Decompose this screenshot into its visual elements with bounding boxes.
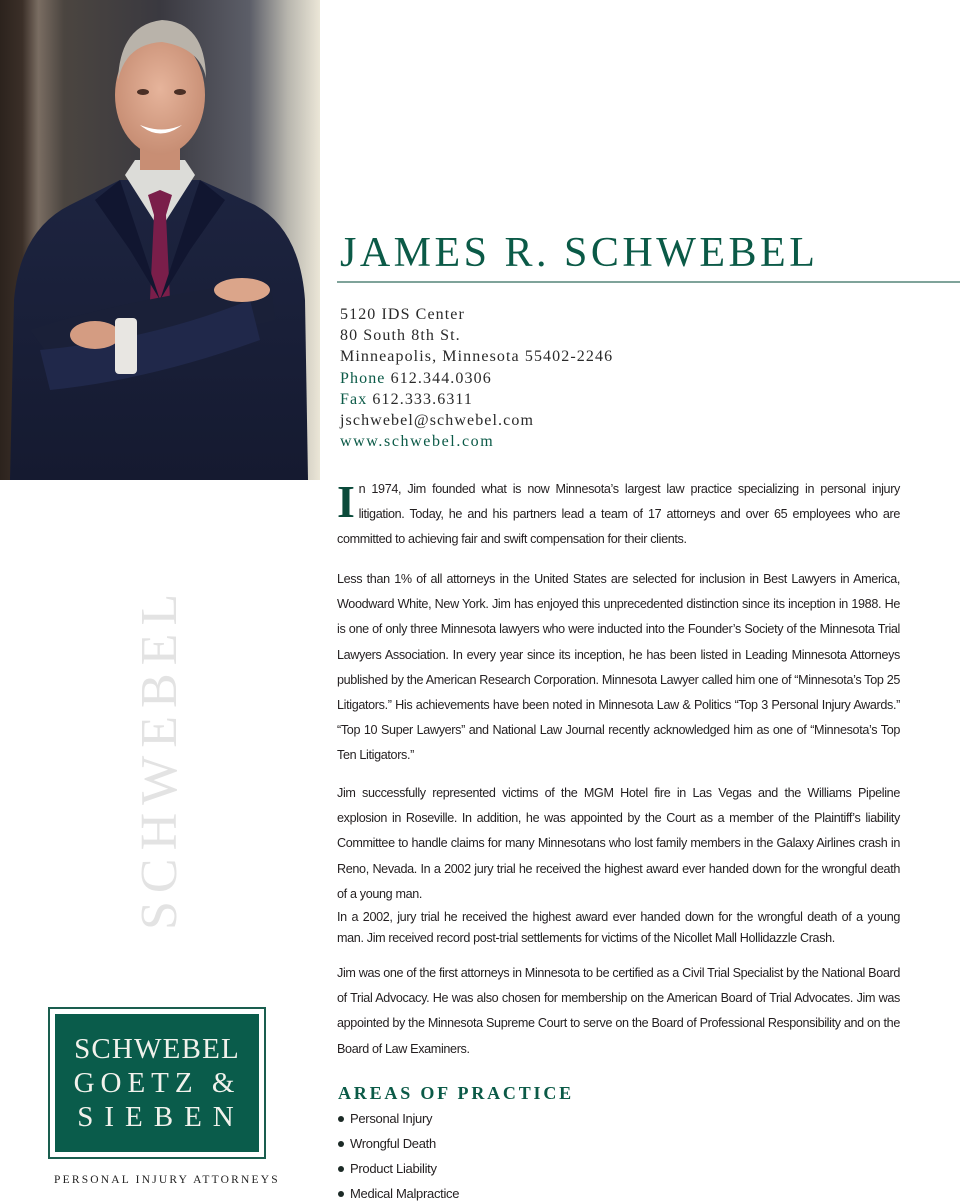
firm-tagline: PERSONAL INJURY ATTORNEYS xyxy=(54,1174,280,1186)
heading-underline-divider xyxy=(337,281,960,283)
logo-line-2: GOETZ & xyxy=(73,1067,241,1099)
bullet-icon xyxy=(338,1166,344,1172)
bio-paragraph-4: Jim was one of the first attorneys in Minnesota to be certified as a Civil Trial Specialist by the National Board of Trial Advocacy. He was also chosen for membership on the American Board of Trial Advocates. Jim was appointed by the Minnesota Supreme Court to serve on the Board of Professional Responsibility and on the Board of Law Examiners. xyxy=(337,966,900,1056)
bio-paragraph-1 xyxy=(337,477,900,553)
bio-paragraph-2: Less than 1% of all attorneys in the United States are selected for inclusion in Best Lawyers in America, Woodward White, New York. Jim has enjoyed this unprecedented distinction since its inception in 1988. He is one of only three Minnesota lawyers who were inducted into the Founder’s Society of the Minnesota Trial Lawyers Association. In every year since its inception, he has been listed in Leading Minnesota Attorneys published by the American Research Corporation. Minnesota Lawyer called him one of “Minnesota’s Top 25 Litigators.” His achievements have been noted in Minnesota Law & Politics “Top 3 Personal Injury Awards.” “Top 10 Super Lawyers” and National Law Journal recently acknowledged him as one of “Minnesota’s Top Ten Litigators.” xyxy=(337,572,900,763)
phone-label: Phone xyxy=(340,369,386,387)
drop-cap: I xyxy=(337,476,355,527)
contact-block xyxy=(340,304,613,452)
address-line-1: 5120 IDS Center xyxy=(340,306,465,323)
practice-area-item xyxy=(338,1181,459,1202)
practice-area-item xyxy=(338,1106,459,1131)
bullet-icon xyxy=(338,1116,344,1122)
practice-area-label: Wrongful Death xyxy=(350,1136,436,1151)
fax-number: 612.333.6311 xyxy=(372,390,474,408)
profile-photo xyxy=(0,0,320,480)
practice-area-label: Personal Injury xyxy=(350,1111,433,1126)
fax-row xyxy=(340,389,613,410)
attorney-name-heading: JAMES R. SCHWEBEL xyxy=(340,230,819,276)
firm-logo-panel xyxy=(55,1014,259,1152)
portrait-illustration xyxy=(0,0,320,480)
logo-line-3: SIEBEN xyxy=(77,1101,245,1133)
phone-row xyxy=(340,368,613,389)
vertical-watermark-text: SCHWEBEL xyxy=(131,585,188,930)
address-line-2: 80 South 8th St. xyxy=(340,327,461,345)
practice-area-label: Medical Malpractice xyxy=(350,1186,460,1201)
bullet-icon xyxy=(338,1191,344,1197)
phone-number[interactable]: 612.344.0306 xyxy=(390,369,492,387)
logo-line-1: SCHWEBEL xyxy=(74,1033,240,1065)
bullet-icon xyxy=(338,1141,344,1147)
bio-paragraph-3a: Jim successfully represented victims of the MGM Hotel fire in Las Vegas and the Williams Pipeline explosion in Roseville. In addition, he was appointed by the Court as a member of the Plaintiff’s liability Committee to handle claims for many Minnesotans who lost family members in the Galaxy Airlines crash in Reno, Nevada. In a 2002 jury trial he received the highest award ever handed down for the wrongful death of a young man. xyxy=(337,786,900,901)
address-city-state-zip: Minneapolis, Minnesota 55402-2246 xyxy=(340,348,614,366)
website-link[interactable]: www.schwebel.com xyxy=(340,433,495,451)
bio-paragraph-1-text: n 1974, Jim founded what is now Minnesota’s largest law practice specializing in personal injury litigation. Today, he and his partners lead a team of 17 attorneys and over 65 employees who are committed to achieving fair and swift compensation for their clients. xyxy=(337,482,900,547)
fax-label: Fax xyxy=(340,390,368,408)
practice-area-label: Product Liability xyxy=(350,1161,437,1176)
areas-of-practice-heading: AREAS OF PRACTICE xyxy=(338,1083,574,1103)
email-link[interactable]: jschwebel@schwebel.com xyxy=(340,412,534,430)
firm-logo xyxy=(48,1007,266,1159)
bio-paragraph-3b: In a 2002, jury trial he received the highest award ever handed down for the wrongful death of a young man. Jim received record post-trial settlements for victims of the Nicollet Mall Hollidazzle Crash. xyxy=(337,910,900,946)
practice-area-item xyxy=(338,1156,459,1181)
bio-paragraph-3 xyxy=(337,781,900,949)
practice-area-item xyxy=(338,1131,459,1156)
areas-of-practice-list xyxy=(338,1106,459,1202)
